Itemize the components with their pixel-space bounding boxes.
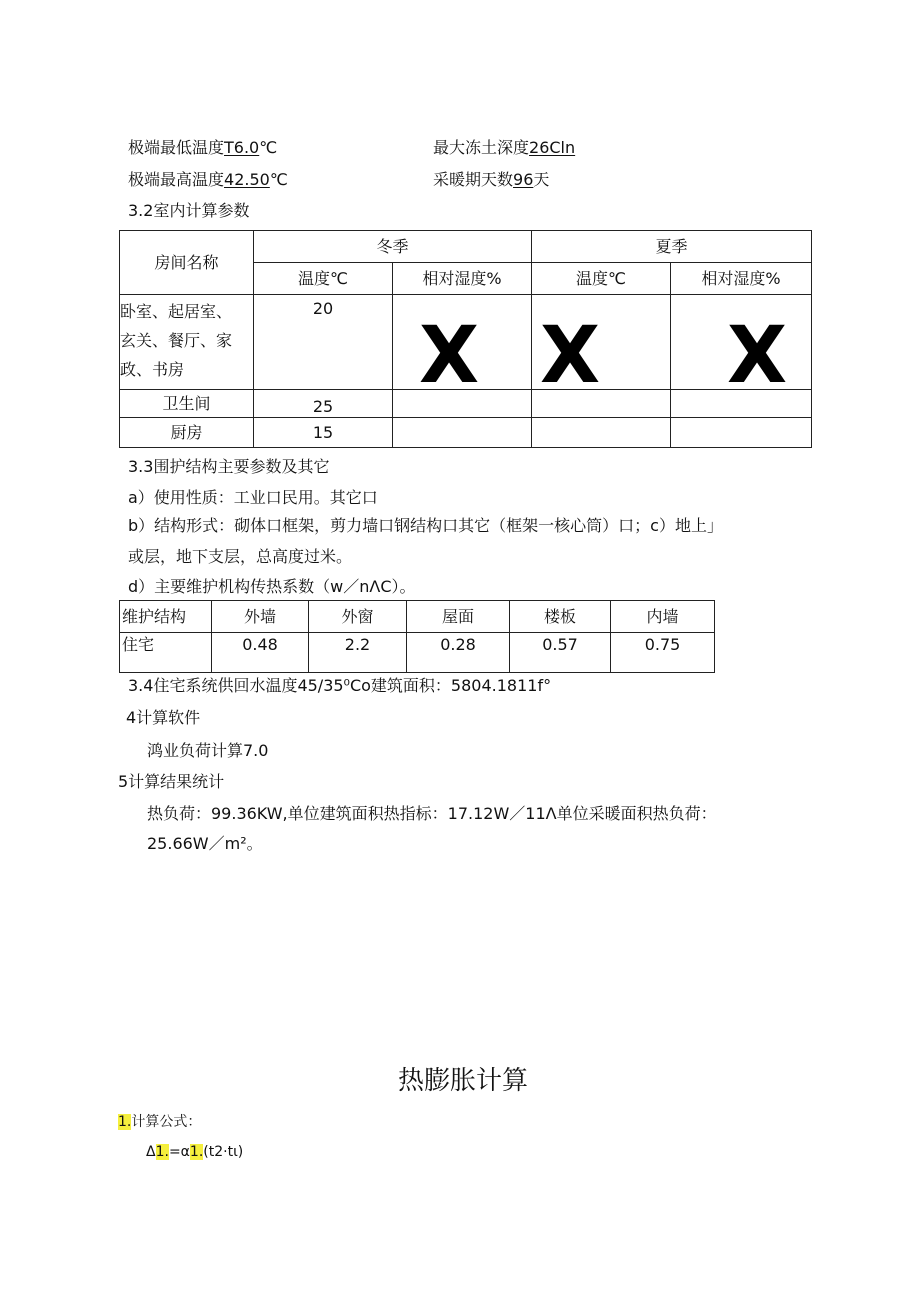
heating-days-unit: 天 xyxy=(533,170,550,189)
max-temp-label: 极端最高温度 xyxy=(128,170,225,189)
room-name-line: 政、书房 xyxy=(120,360,185,379)
room-name-line: 卧室、起居室、 xyxy=(120,302,233,321)
envelope-coefficients-table xyxy=(119,600,715,673)
item-b-line-2: 或层，地下支层，总高度过米。 xyxy=(128,547,353,566)
formula-heading xyxy=(118,1115,201,1129)
frost-depth-value: 26Cln xyxy=(529,138,576,157)
min-temp-unit: ℃ xyxy=(259,138,278,157)
heating-days-value: 96 xyxy=(513,170,534,189)
x-mark: X xyxy=(419,311,480,389)
bathroom-winter-temp: 25 xyxy=(254,390,393,418)
bedroom-summer-rh xyxy=(671,295,812,390)
formula-delta: Δ xyxy=(146,1144,156,1160)
result-line-2: 25.66W／m²。 xyxy=(147,834,263,853)
formula-expression xyxy=(146,1145,243,1159)
section-3-2-heading: 3.2室内计算参数 xyxy=(128,201,250,220)
formula-equals-alpha: =α xyxy=(168,1144,190,1160)
expansion-title: 热膨胀计算 xyxy=(398,1066,529,1096)
room-name-kitchen: 厨房 xyxy=(120,418,254,448)
max-temp-value: 42.50 xyxy=(224,170,270,189)
item-b-line-1: b）结构形式：砌体口框架，剪力墙口钢结构口其它（框架一核心筒）口；c）地上」 xyxy=(128,516,723,535)
frost-depth-line xyxy=(433,140,575,156)
min-temp-label: 极端最低温度 xyxy=(128,138,225,157)
software-name: 鸿业负荷计算7.0 xyxy=(147,741,269,760)
room-name-bedroom xyxy=(120,295,254,390)
heating-days-label: 采暖期天数 xyxy=(433,170,514,189)
table-cell: 0.48 xyxy=(212,633,309,673)
room-name-header: 房间名称 xyxy=(120,231,254,295)
bedroom-winter-temp: 20 xyxy=(254,295,393,390)
winter-temp-header: 温度℃ xyxy=(254,263,393,295)
kitchen-winter-temp: 15 xyxy=(254,418,393,448)
table-cell: 住宅 xyxy=(120,633,212,673)
summer-header: 夏季 xyxy=(532,231,812,263)
x-mark: X xyxy=(727,311,788,389)
table-row xyxy=(120,295,812,390)
section-3-4-line: 3.4住宅系统供回水温度45/35⁰Co建筑面积：5804.1811f° xyxy=(128,676,552,695)
min-temp-value: T6.0 xyxy=(224,138,260,157)
summer-temp-header: 温度℃ xyxy=(532,263,671,295)
formula-rest: (t2·tι) xyxy=(203,1144,244,1160)
bedroom-winter-rh xyxy=(393,295,532,390)
formula-number: 1. xyxy=(118,1114,132,1130)
table-header-row xyxy=(120,601,715,633)
col-header: 维护结构 xyxy=(120,601,212,633)
col-header: 屋面 xyxy=(407,601,510,633)
table-cell: 0.28 xyxy=(407,633,510,673)
item-d: d）主要维护机构传热系数（w／nΛC）。 xyxy=(128,577,416,596)
room-name-bathroom: 卫生间 xyxy=(120,390,254,418)
max-temp-unit: ℃ xyxy=(269,170,288,189)
col-header: 楼板 xyxy=(510,601,611,633)
item-a: a）使用性质：工业口民用。其它口 xyxy=(128,488,378,507)
section-5-heading: 5计算结果统计 xyxy=(118,772,225,791)
col-header: 内墙 xyxy=(611,601,715,633)
x-mark: X xyxy=(540,311,601,389)
result-line-1: 热负荷：99.36KW,单位建筑面积热指标：17.12W／11Λ单位采暖面积热负荷： xyxy=(147,804,717,823)
table-row xyxy=(120,418,812,448)
min-temp-line xyxy=(128,140,277,156)
indoor-parameters-table xyxy=(119,230,812,448)
frost-depth-label: 最大冻土深度 xyxy=(433,138,530,157)
bedroom-summer-temp xyxy=(532,295,671,390)
table-cell: 2.2 xyxy=(309,633,407,673)
table-cell: 0.75 xyxy=(611,633,715,673)
section-3-3-heading: 3.3围护结构主要参数及其它 xyxy=(128,457,330,476)
formula-l-highlight: 1. xyxy=(155,1144,169,1160)
table-row xyxy=(120,633,715,673)
winter-header: 冬季 xyxy=(254,231,532,263)
room-name-line: 玄关、餐厅、家 xyxy=(120,331,233,350)
formula-l-highlight: 1. xyxy=(189,1144,204,1160)
max-temp-line xyxy=(128,172,288,188)
formula-label: 计算公式： xyxy=(131,1114,202,1130)
summer-rh-header: 相对湿度% xyxy=(671,263,812,295)
section-4-heading: 4计算软件 xyxy=(126,708,201,727)
table-cell: 0.57 xyxy=(510,633,611,673)
col-header: 外窗 xyxy=(309,601,407,633)
table-row xyxy=(120,390,812,418)
col-header: 外墙 xyxy=(212,601,309,633)
heating-days-line xyxy=(433,172,549,188)
winter-rh-header: 相对湿度% xyxy=(393,263,532,295)
